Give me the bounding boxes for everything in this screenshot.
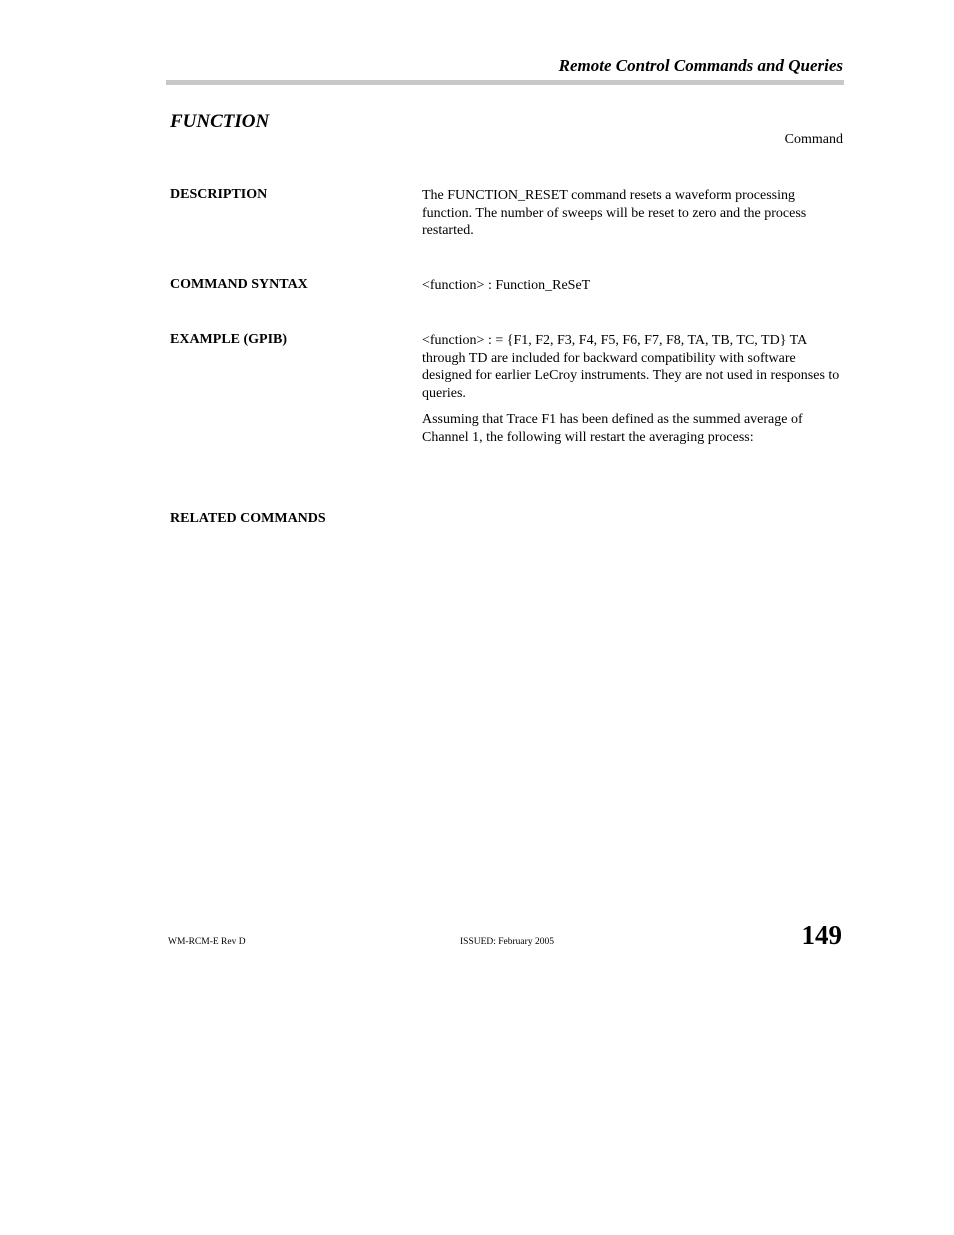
section-title: FUNCTION	[170, 111, 270, 132]
running-header-title: Remote Control Commands and Queries	[558, 56, 843, 75]
page-number: 149	[801, 920, 842, 950]
example-paragraph-1: <function> : = {F1, F2, F3, F4, F5, F6, F7, F8, TA, TB, TC, TD} TA through TD are included for backward compatibility with software designed for earlier LeCroy instruments. They are not used in responses to queries.	[422, 333, 840, 401]
description-paragraph: The FUNCTION_RESET command resets a waveform processing function. The number of sweeps will be reset to zero and the process restarted.	[422, 188, 807, 238]
example-text	[422, 332, 842, 455]
entry-kind-label: Command	[784, 132, 843, 147]
related-commands-label: RELATED COMMANDS	[170, 511, 326, 526]
example-label: EXAMPLE (GPIB)	[170, 332, 288, 347]
description-text	[422, 187, 842, 249]
footer-document-id: WM-RCM-E Rev D	[168, 937, 246, 947]
command-syntax-text	[422, 277, 842, 304]
example-paragraph-2: Assuming that Trace F1 has been defined as the summed average of Channel 1, the following will restart the averaging process:	[422, 412, 803, 445]
description-label: DESCRIPTION	[170, 187, 268, 202]
command-syntax-value: <function> : Function_ReSeT	[422, 278, 591, 293]
command-syntax-label: COMMAND SYNTAX	[170, 277, 308, 292]
header-divider	[166, 80, 844, 85]
footer-issued-date: ISSUED: February 2005	[460, 937, 554, 947]
